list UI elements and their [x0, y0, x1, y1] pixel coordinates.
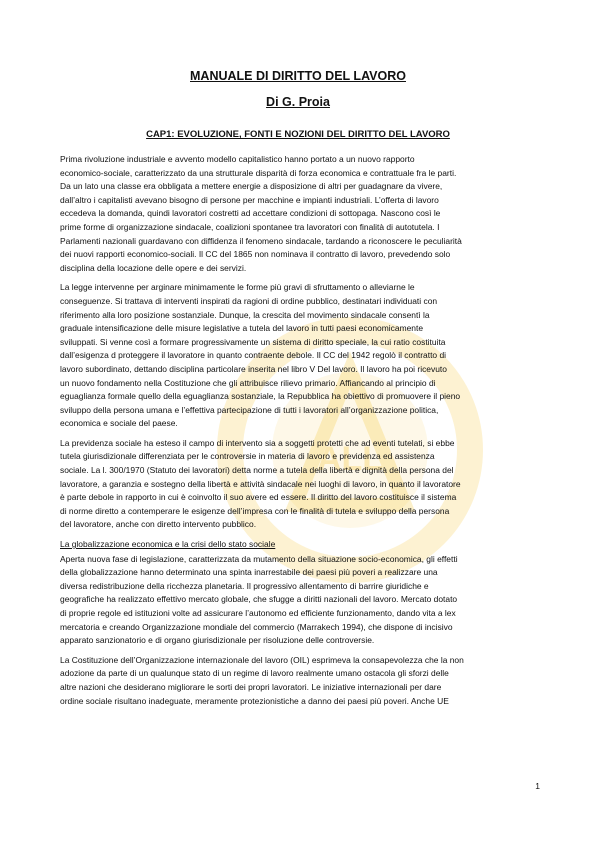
document-title: MANUALE DI DIRITTO DEL LAVORO [190, 69, 406, 83]
page-number: 1 [535, 781, 540, 791]
paragraph: La Costituzione dell’Organizzazione internazionale del lavoro (OIL) esprimeva la consapevolezza che la non adozione da parte di un qualunque stato di un regime di lavoro realmente umano ostacola gli sforzi delle altre nazioni che desiderano migliorare le sorti dei propri lavoratori. Le iniziative internazionali per dare ordine sociale risultano inadeguate, meramente protezionistiche a danno dei paesi più poveri. Anche UE [60, 654, 464, 706]
paragraph: Prima rivoluzione industriale e avvento modello capitalistico hanno portato a un nuovo rapporto economico-sociale, caratterizzato da una strutturale disparità di forza economica e contrattuale fra le parti. Da un lato una classe era obbligata a mettere energie a disposizione di altri per guadagnare da vivere, dall’altro i capitalisti avevano bisogno di persone per macchine e impianti industriali. L’offerta di lavoro eccedeva la domanda, quindi lavoratori costretti ad accettare condizioni di sottopaga. Nascono così le prime forme di organizzazione sindacale, coalizioni spontanee tra lavoratori con finalità di autotutela. I Parlamenti nazionali guardavano con diffidenza il fenomeno sindacale, tardando a riconoscere le peculiarità dei nuovi rapporti economico-sociali. Il CC del 1865 non nominava il contratto di lavoro, prevedendo solo disciplina della locazione delle opere e dei servizi. [60, 154, 462, 273]
section-heading: La globalizzazione economica e la crisi dello stato sociale [60, 539, 276, 550]
document-author: Di G. Proia [266, 95, 330, 109]
document-body [60, 68, 536, 714]
paragraph: La legge intervenne per arginare minimamente le forme più gravi di sfruttamento o alleviarne le conseguenze. Si trattava di interventi inspirati da ragioni di ordine pubblico, destinatari individuati con riferimento alla loro posizione sostanziale. Dunque, la crescita del movimento sindacale consentì la graduale intensificazione delle misure legislative a tutela del lavoro in tutti paesi economicamente sviluppati. Si venne così a formare progressivamente un sistema di diritto speciale, la cui ratio costituita dall’esigenza d proteggere il lavoratore in quanto contraente debole. Il CC del 1942 regolò il contratto di lavoro subordinato, dettando disciplina particolare inserita nel libro V Del lavoro. Il lavoro ha poi ricevuto un nuovo fondamento nella Costituzione che gli attribuisce rilievo primario. Affiancando al principio di eguaglianza formale quello della eguaglianza sostanziale, la Repubblica ha obiettivo di promuovere il pieno sviluppo della persona umana e l’effettiva partecipazione di tutti i lavoratori all’organizzazione politica, economica e sociale del paese. [60, 282, 461, 429]
paragraph: Aperta nuova fase di legislazione, caratterizzata da mutamento della situazione socio-economica, gli effetti della globalizzazione hanno determinato una spinta inarrestabile dei paesi più poveri a realizzare una diversa redistribuzione della ricchezza planetaria. Il progressivo allentamento di barrire giuridiche e geografiche ha realizzato effettivo mercato globale, che sfugge a diritti nazionali del lavoro. Mercato dotato di proprie regole ed istituzioni volte ad assicurare l’autonomo ed efficiente funzionamento, dando vita a lex mercatoria e creando Organizzazione mondiale del commercio (Marrakech 1994), che dispone di incisivo apparato sanzionatorio e di organo giurisdizionale per risoluzione delle controversie. [60, 553, 458, 646]
paragraph: La previdenza sociale ha esteso il campo di intervento sia a soggetti protetti che ad eventi tutelati, si ebbe tutela giurisdizionale differenziata per le controversie in materia di lavoro e previdenza ed assistenza sociale. La l. 300/1970 (Statuto dei lavoratori) detta norme a tutela della libertà e dignità della persona del lavoratore, a garanzia e sostegno della libertà e attività sindacale nei luoghi di lavoro, in quanto il lavoratore è parte debole in rapporto in cui è coinvolto il suo avere ed essere. Il diritto del lavoro costituisce il sistema di norme diretto a contemperare le esigenze dell’impresa con le finalità di tutela e sviluppo della persona del lavoratore, anche con diretto intervento pubblico. [60, 437, 461, 530]
chapter-title: CAP1: EVOLUZIONE, FONTI E NOZIONI DEL DIRITTO DEL LAVORO [146, 129, 450, 140]
watermark-text: ALL [316, 440, 384, 478]
